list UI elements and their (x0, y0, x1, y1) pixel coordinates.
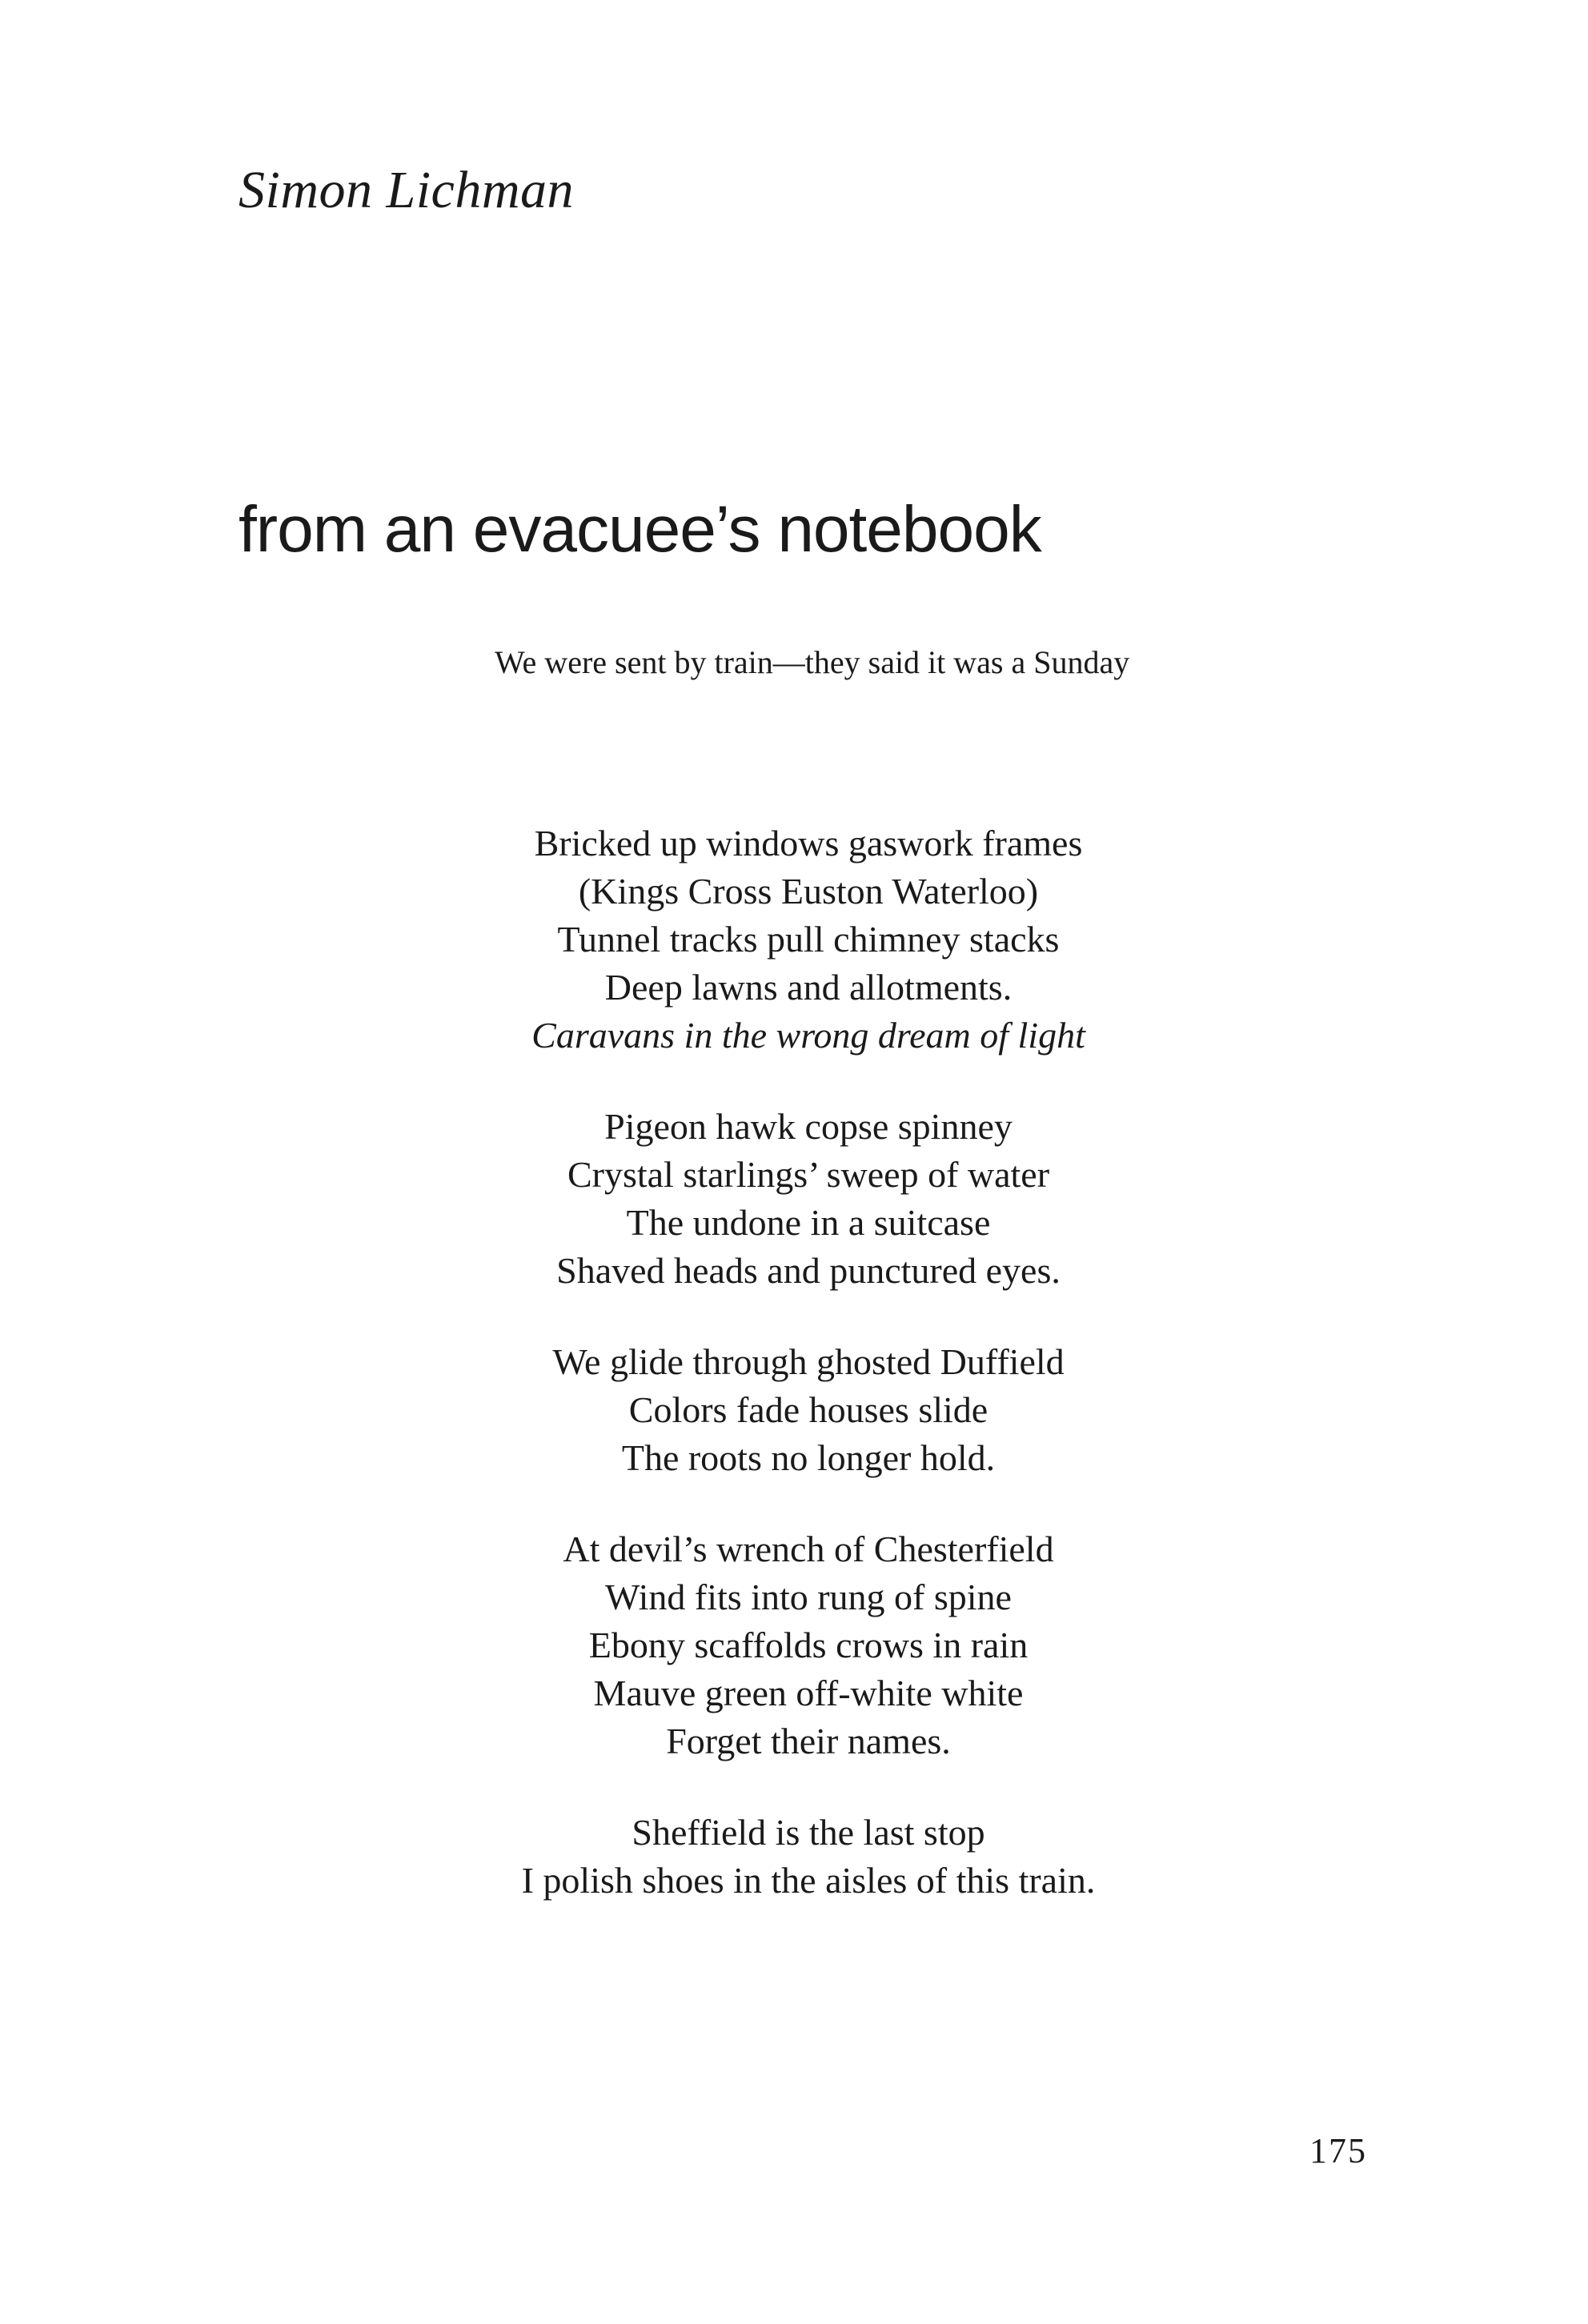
poem-line: Shaved heads and punctured eyes. (556, 1250, 1061, 1291)
poem-line: Bricked up windows gaswork frames (534, 823, 1083, 863)
author-name: Simon Lichman (239, 161, 574, 219)
poem-line: I polish shoes in the aisles of this train. (521, 1860, 1096, 1901)
poem-line: Sheffield is the last stop (632, 1812, 985, 1853)
poem-title: from an evacuee’s notebook (239, 493, 1041, 566)
poem-line: Tunnel tracks pull chimney stacks (557, 919, 1060, 960)
page-number: 175 (1309, 2131, 1367, 2170)
poem-line: (Kings Cross Euston Waterloo) (578, 871, 1039, 912)
poem-line: Ebony scaffolds crows in rain (588, 1625, 1029, 1665)
poem-line: Pigeon hawk copse spinney (604, 1106, 1013, 1147)
stanza-4 (448, 1525, 1169, 1765)
stanza-3 (448, 1338, 1169, 1482)
poem-line: Mauve green off-white white (593, 1673, 1024, 1713)
poem-line: Colors fade houses slide (628, 1389, 988, 1430)
stanza-5 (448, 1809, 1169, 1905)
poem-line: At devil’s wrench of Chesterfield (563, 1529, 1054, 1569)
poem-body (448, 819, 1169, 1948)
poem-line: Crystal starlings’ sweep of water (567, 1154, 1050, 1195)
poem-line: We glide through ghosted Duffield (552, 1341, 1065, 1382)
stanza-1 (448, 819, 1169, 1060)
poem-line: The undone in a suitcase (626, 1202, 991, 1243)
poem-line: Wind fits into rung of spine (605, 1577, 1012, 1617)
stanza-2 (448, 1103, 1169, 1295)
poem-line: Forget their names. (666, 1721, 951, 1761)
poem-line: Deep lawns and allotments. (604, 967, 1013, 1008)
poem-line-italic: Caravans in the wrong dream of light (531, 1015, 1085, 1056)
poem-line: The roots no longer hold. (621, 1437, 996, 1478)
epigraph: We were sent by train—they said it was a Sunday (495, 644, 1130, 680)
